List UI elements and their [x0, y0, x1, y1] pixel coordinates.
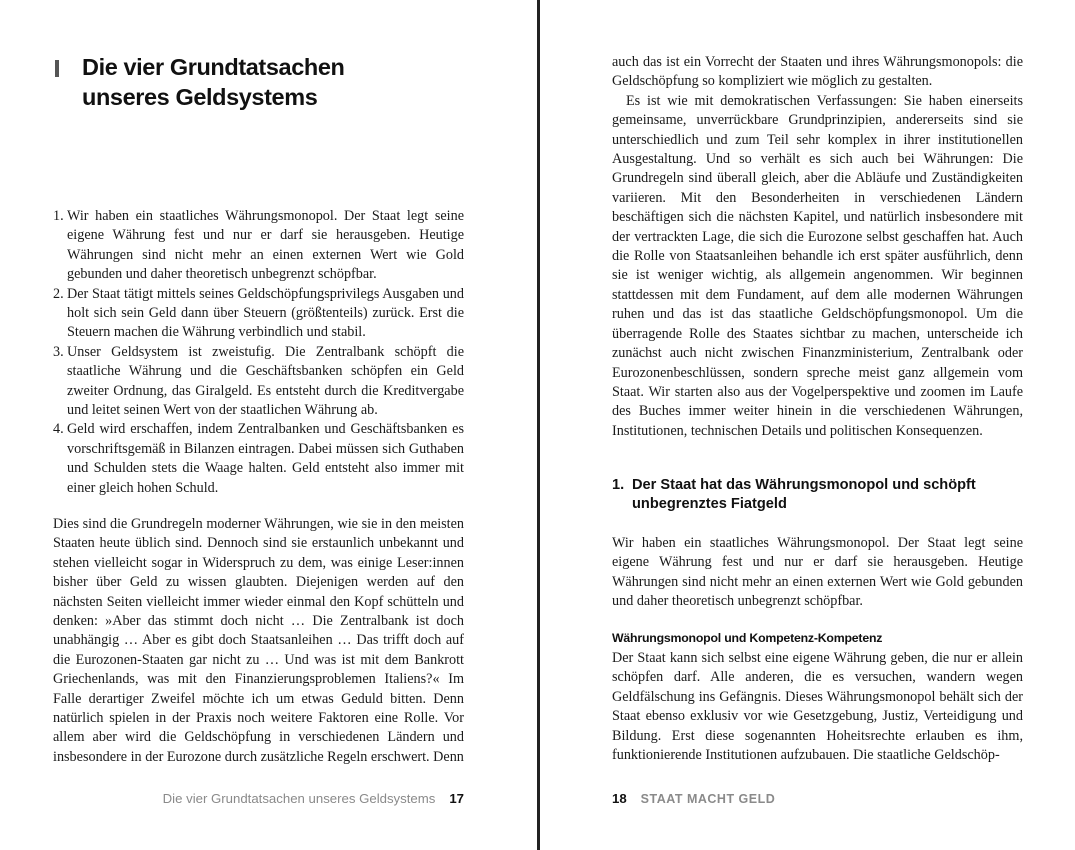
running-footer-title: STAAT MACHT GELD: [640, 792, 776, 806]
section-title-line-2: unbegrenztes Fiatgeld: [632, 496, 787, 513]
list-item: [53, 285, 464, 343]
list-item: [53, 343, 464, 421]
section-number: 1.: [612, 477, 625, 493]
right-page-footer: [612, 791, 775, 806]
subsection-text: [612, 649, 1023, 765]
left-body-text: [53, 515, 464, 767]
list-item-text: Unser Geldsystem ist zweistufig. Die Zentralbank schöpft die staatliche Währung und die Geschäftsbanken schöpfen ein Geld zweiter Ordnung, das Giralgeld. Es entsteht durch die Kreditvergabe und leitet seinen Wert von der staatlichen Währung ab.: [67, 343, 464, 419]
body-paragraph: Wir haben ein staatliches Währungsmonopol. Der Staat legt seine eigene Währung fest und nur er darf sie herausgeben. Heutige Währungen sind nicht mehr an einen externen Wert wie Gold gebunden und daher theoretisch unbegrenzt schöpfbar.: [612, 535, 1023, 610]
chapter-title-line-1: Die vier Grundtatsachen: [82, 54, 345, 80]
list-item: [53, 420, 464, 498]
section-heading: [612, 476, 1032, 515]
chapter-title-line-2: unseres Geldsystems: [82, 84, 318, 110]
chapter-marker-bar: [55, 60, 59, 77]
section-title-line-1: Der Staat hat das Währungsmonopol und schöpft: [632, 477, 976, 493]
body-paragraph: Der Staat kann sich selbst eine eigene Währung geben, die nur er allein schöpfen darf. Alle anderen, die es versuchen, wandern wegen Geldfälschung ins Gefängnis. Dieses Währungsmonopol behält sich der Staat ebenso exklusiv vor wie Gesetzgebung, Justiz, Verteidigung und Bildung. Erst diese sogenannten Hoheitsrechte erlauben es ihm, funktionierende Institutionen aufzubauen. Die staatliche Geldschöp-: [612, 650, 1023, 764]
chapter-title: [82, 52, 344, 112]
list-item-number: 2.: [53, 285, 64, 302]
left-page-footer: [163, 791, 464, 806]
list-item-text: Der Staat tätigt mittels seines Geldschöpfungsprivilegs Ausgaben und holt sich sein Geld dann über Steuern (größtenteils) zurück. Erst die Steuern machen die Währung verbindlich und stabil.: [67, 285, 464, 341]
right-page: [540, 0, 1075, 850]
list-item-text: Wir haben ein staatliches Währungsmonopol. Der Staat legt seine eigene Währung fest und nur er darf sie herausgeben. Heutige Währungen sind nicht mehr an einen externen Wert wie Gold gebunden und daher theoretisch unbegrenzt schöpfbar.: [67, 208, 464, 283]
body-paragraph: Es ist wie mit demokratischen Verfassungen: Sie haben einerseits gemeinsame, unverrückbare Grundprinzipien, andererseits sind sie unterschiedlich und zum Teil sehr komplex in ihrer institutionellen Ausgestaltung. Und so verhält es sich auch bei Währungen: Die Grundregeln sind überall gleich, aber die Abläufe und Zuständigkeiten variieren. Mit den Besonderheiten in verschiedenen Ländern beschäftigen sich die nächsten Kapitel, und natürlich insbesondere mit der vertrackten Lage, die sich die Eurozone selbst geschaffen hat. Auch die Rolle von Staatsanleihen behandle ich erst später ausführlich, denn sie ist weniger wichtig, als allgemein angenommen. Wir beginnen stattdessen mit dem Fundament, auf dem alle modernen Währungen ruhen und das ist das staatliche Geldschöpfungsmonopol. Um die überragende Rolle des Staates sichtbar zu machen, unterscheide ich zunächst auch nicht zwischen Finanzministerium, Zentralbank oder Eurozonenbeschlüssen, sondern spreche meist ganz allgemein vom Staat. Wir starten also aus der Vogelperspektive und zoomen im Laufe des Buches immer weiter hinein in die verschiedenen Währungen, Institutionen, technischen Details und politischen Konsequenzen.: [612, 92, 1023, 439]
running-footer-title: Die vier Grundtatsachen unseres Geldsystems: [162, 791, 436, 806]
left-page: [0, 0, 537, 850]
section-summary-text: [612, 534, 1023, 612]
list-item-number: 1.: [53, 208, 64, 224]
right-intro-text: [612, 53, 1023, 441]
page-number: 17: [449, 791, 464, 806]
body-paragraph: Dies sind die Grundregeln moderner Währungen, wie sie in den meisten Staaten heute üblich sind. Dennoch sind sie erstaunlich unbekannt und stehen vielleicht sogar in Widerspruch zu dem, was einige Leser:innen bisher über Geld zu wissen glaubten. Diejenigen werden auf den nächsten Seiten vielleicht immer wieder einmal den Kopf schütteln und denken: »Aber das stimmt doch nicht … Die Zentralbank ist doch unabhängig … Aber es gibt doch Staatsanleihen … Das trifft doch auf die Eurozonen-Staaten gar nicht zu … Und was ist mit dem Bankrott Griechenlands, was mit den Finanzierungsproblemen Italiens?« Im Falle derartiger Zweifel möchte ich um etwas Geduld bitten. Denn natürlich spielen in der Praxis noch weitere Faktoren eine Rolle. Vor allem aber wird die Geldschöpfung in verschiedenen Ländern und insbesondere in der Eurozone durch zusätzliche Regeln erschwert. Denn: [53, 516, 464, 765]
list-item-number: 4.: [53, 421, 64, 438]
list-item-text: Geld wird erschaffen, indem Zentralbanken und Geschäftsbanken es vorschriftsgemäß in Bilanzen eintragen. Dabei müssen sich Guthaben und Schulden stets die Waage halten. Geld entsteht also immer mit einer gleich hohen Schuld.: [67, 421, 464, 496]
list-item: [53, 207, 464, 285]
list-item-number: 3.: [53, 343, 64, 360]
page-number: 18: [612, 791, 627, 806]
principles-list: [53, 207, 464, 498]
body-paragraph: auch das ist ein Vorrecht der Staaten und ihres Währungsmonopols: die Geldschöpfung so kompliziert wie möglich zu gestalten.: [612, 54, 1023, 90]
subheading: Währungsmonopol und Kompetenz-Kompetenz: [612, 631, 883, 645]
